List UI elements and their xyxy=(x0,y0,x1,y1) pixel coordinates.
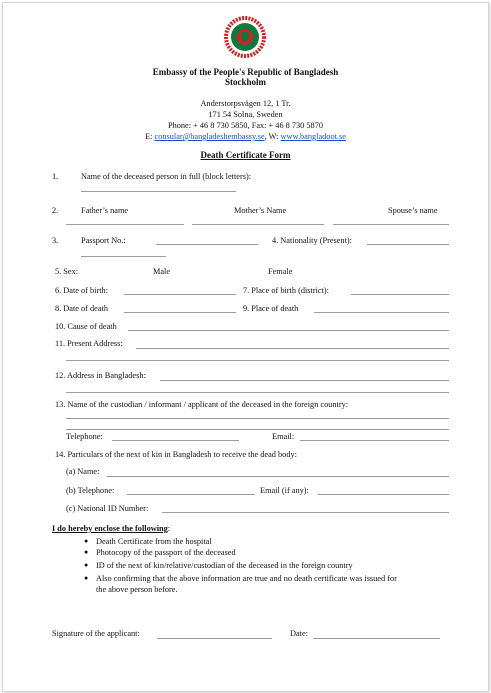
pod-line[interactable] xyxy=(314,312,449,313)
date-line[interactable] xyxy=(313,638,440,639)
custodian-telephone-label: Telephone: xyxy=(66,432,103,441)
bullet-icon: ● xyxy=(84,561,89,569)
kin-name-label: (a) Name: xyxy=(66,467,100,476)
nationality-label: 4. Nationality (Present): xyxy=(272,236,352,245)
enclosures-heading-text: I do hereby enclose the following xyxy=(52,524,168,533)
custodian-email-label: Email: xyxy=(272,432,295,441)
q1-input-line[interactable] xyxy=(81,191,236,192)
passport-line-2[interactable] xyxy=(81,256,166,257)
dod-line[interactable] xyxy=(124,312,236,313)
web-prefix: , W: xyxy=(264,132,281,141)
bangladesh-emblem-logo xyxy=(223,15,267,59)
enclosure-item-1: Death Certificate from the hospital xyxy=(96,537,212,546)
dod-label: 8. Date of death xyxy=(55,304,108,313)
signature-label: Signature of the applicant: xyxy=(52,629,140,638)
q3-number: 3. xyxy=(52,236,59,245)
bullet-icon: ● xyxy=(84,537,89,545)
bullet-icon: ● xyxy=(84,548,89,556)
q2-number: 2. xyxy=(52,206,59,215)
embassy-city: Stockholm xyxy=(224,77,266,87)
kin-email-label: Email (if any): xyxy=(260,486,309,495)
cause-line[interactable] xyxy=(128,330,449,331)
email-link[interactable]: consular@bangladeshembassy.se xyxy=(154,132,265,141)
kin-name-line[interactable] xyxy=(107,476,449,477)
present-address-label: 11. Present Address: xyxy=(55,339,123,348)
mother-name-label: Mother’s Name xyxy=(234,206,287,215)
sex-female-option[interactable]: Female xyxy=(268,267,293,276)
embassy-name: Embassy of the People's Republic of Bangladesh xyxy=(152,67,339,77)
cause-label: 10. Cause of death xyxy=(55,322,117,331)
contact-line xyxy=(0,132,491,141)
website-link[interactable]: www.bangladoot.se xyxy=(280,132,346,141)
father-name-line[interactable] xyxy=(66,224,184,225)
sex-male-option[interactable]: Male xyxy=(153,267,171,276)
email-prefix: E: xyxy=(145,132,155,141)
bd-address-line-1[interactable] xyxy=(160,380,449,381)
enclosures-heading-colon: : xyxy=(167,524,171,533)
kin-email-line[interactable] xyxy=(318,494,449,495)
pob-line[interactable] xyxy=(351,294,449,295)
form-title: Death Certificate Form xyxy=(200,150,291,160)
father-name-label: Father’s name xyxy=(81,206,129,215)
kin-label: 14. Particulars of the next of kin in Bangladesh to receive the dead body: xyxy=(55,450,297,459)
enclosures-heading xyxy=(52,524,170,533)
kin-nid-label: (c) National ID Number: xyxy=(66,504,149,513)
custodian-label: 13. Name of the custodian / informant / applicant of the deceased in the foreign country: xyxy=(55,400,349,409)
bd-address-line-2[interactable] xyxy=(66,392,449,393)
kin-telephone-label: (b) Telephone: xyxy=(66,486,115,495)
pob-label: 7. Place of birth (district): xyxy=(243,286,329,295)
kin-telephone-line[interactable] xyxy=(127,494,255,495)
custodian-email-line[interactable] xyxy=(300,440,449,441)
custodian-line-1[interactable] xyxy=(66,418,449,419)
custodian-line-2[interactable] xyxy=(66,429,449,430)
address-line-2: 171 54 Solna, Sweden xyxy=(208,110,283,119)
custodian-telephone-line[interactable] xyxy=(112,440,239,441)
enclosure-item-4: Also confirming that the above information are true and no death certificate was issued for xyxy=(96,574,397,583)
kin-nid-line[interactable] xyxy=(162,512,449,513)
nationality-line[interactable] xyxy=(367,244,449,245)
enclosure-item-3: ID of the next of kin/relative/custodian of the deceased in the foreign country xyxy=(96,561,353,570)
pod-label: 9. Place of death xyxy=(243,304,299,313)
spouse-name-line[interactable] xyxy=(333,224,449,225)
dob-line[interactable] xyxy=(124,294,236,295)
present-address-line-1[interactable] xyxy=(136,348,449,349)
spouse-name-label: Spouse’s name xyxy=(388,206,438,215)
enclosure-item-4-cont: the above person before. xyxy=(96,585,178,594)
q1-label: Name of the deceased person in full (block letters): xyxy=(81,172,252,181)
passport-line[interactable] xyxy=(156,244,258,245)
date-label: Date: xyxy=(290,629,308,638)
passport-label: Passport No.: xyxy=(81,236,126,245)
dob-label: 6. Date of birth: xyxy=(55,286,108,295)
sex-label: 5. Sex: xyxy=(55,267,79,276)
enclosure-item-2: Photocopy of the passport of the deceased xyxy=(96,548,236,557)
present-address-line-2[interactable] xyxy=(66,360,449,361)
bd-address-label: 12. Address in Bangladesh: xyxy=(55,371,146,380)
mother-name-line[interactable] xyxy=(192,224,324,225)
phone-fax: Phone: + 46 8 730 5850, Fax: + 46 8 730 5870 xyxy=(167,121,323,130)
q1-number: 1. xyxy=(52,172,59,181)
signature-line[interactable] xyxy=(157,638,272,639)
bullet-icon: ● xyxy=(84,574,89,582)
address-line-1: Anderstorpsvägen 12, 1 Tr. xyxy=(200,99,291,108)
